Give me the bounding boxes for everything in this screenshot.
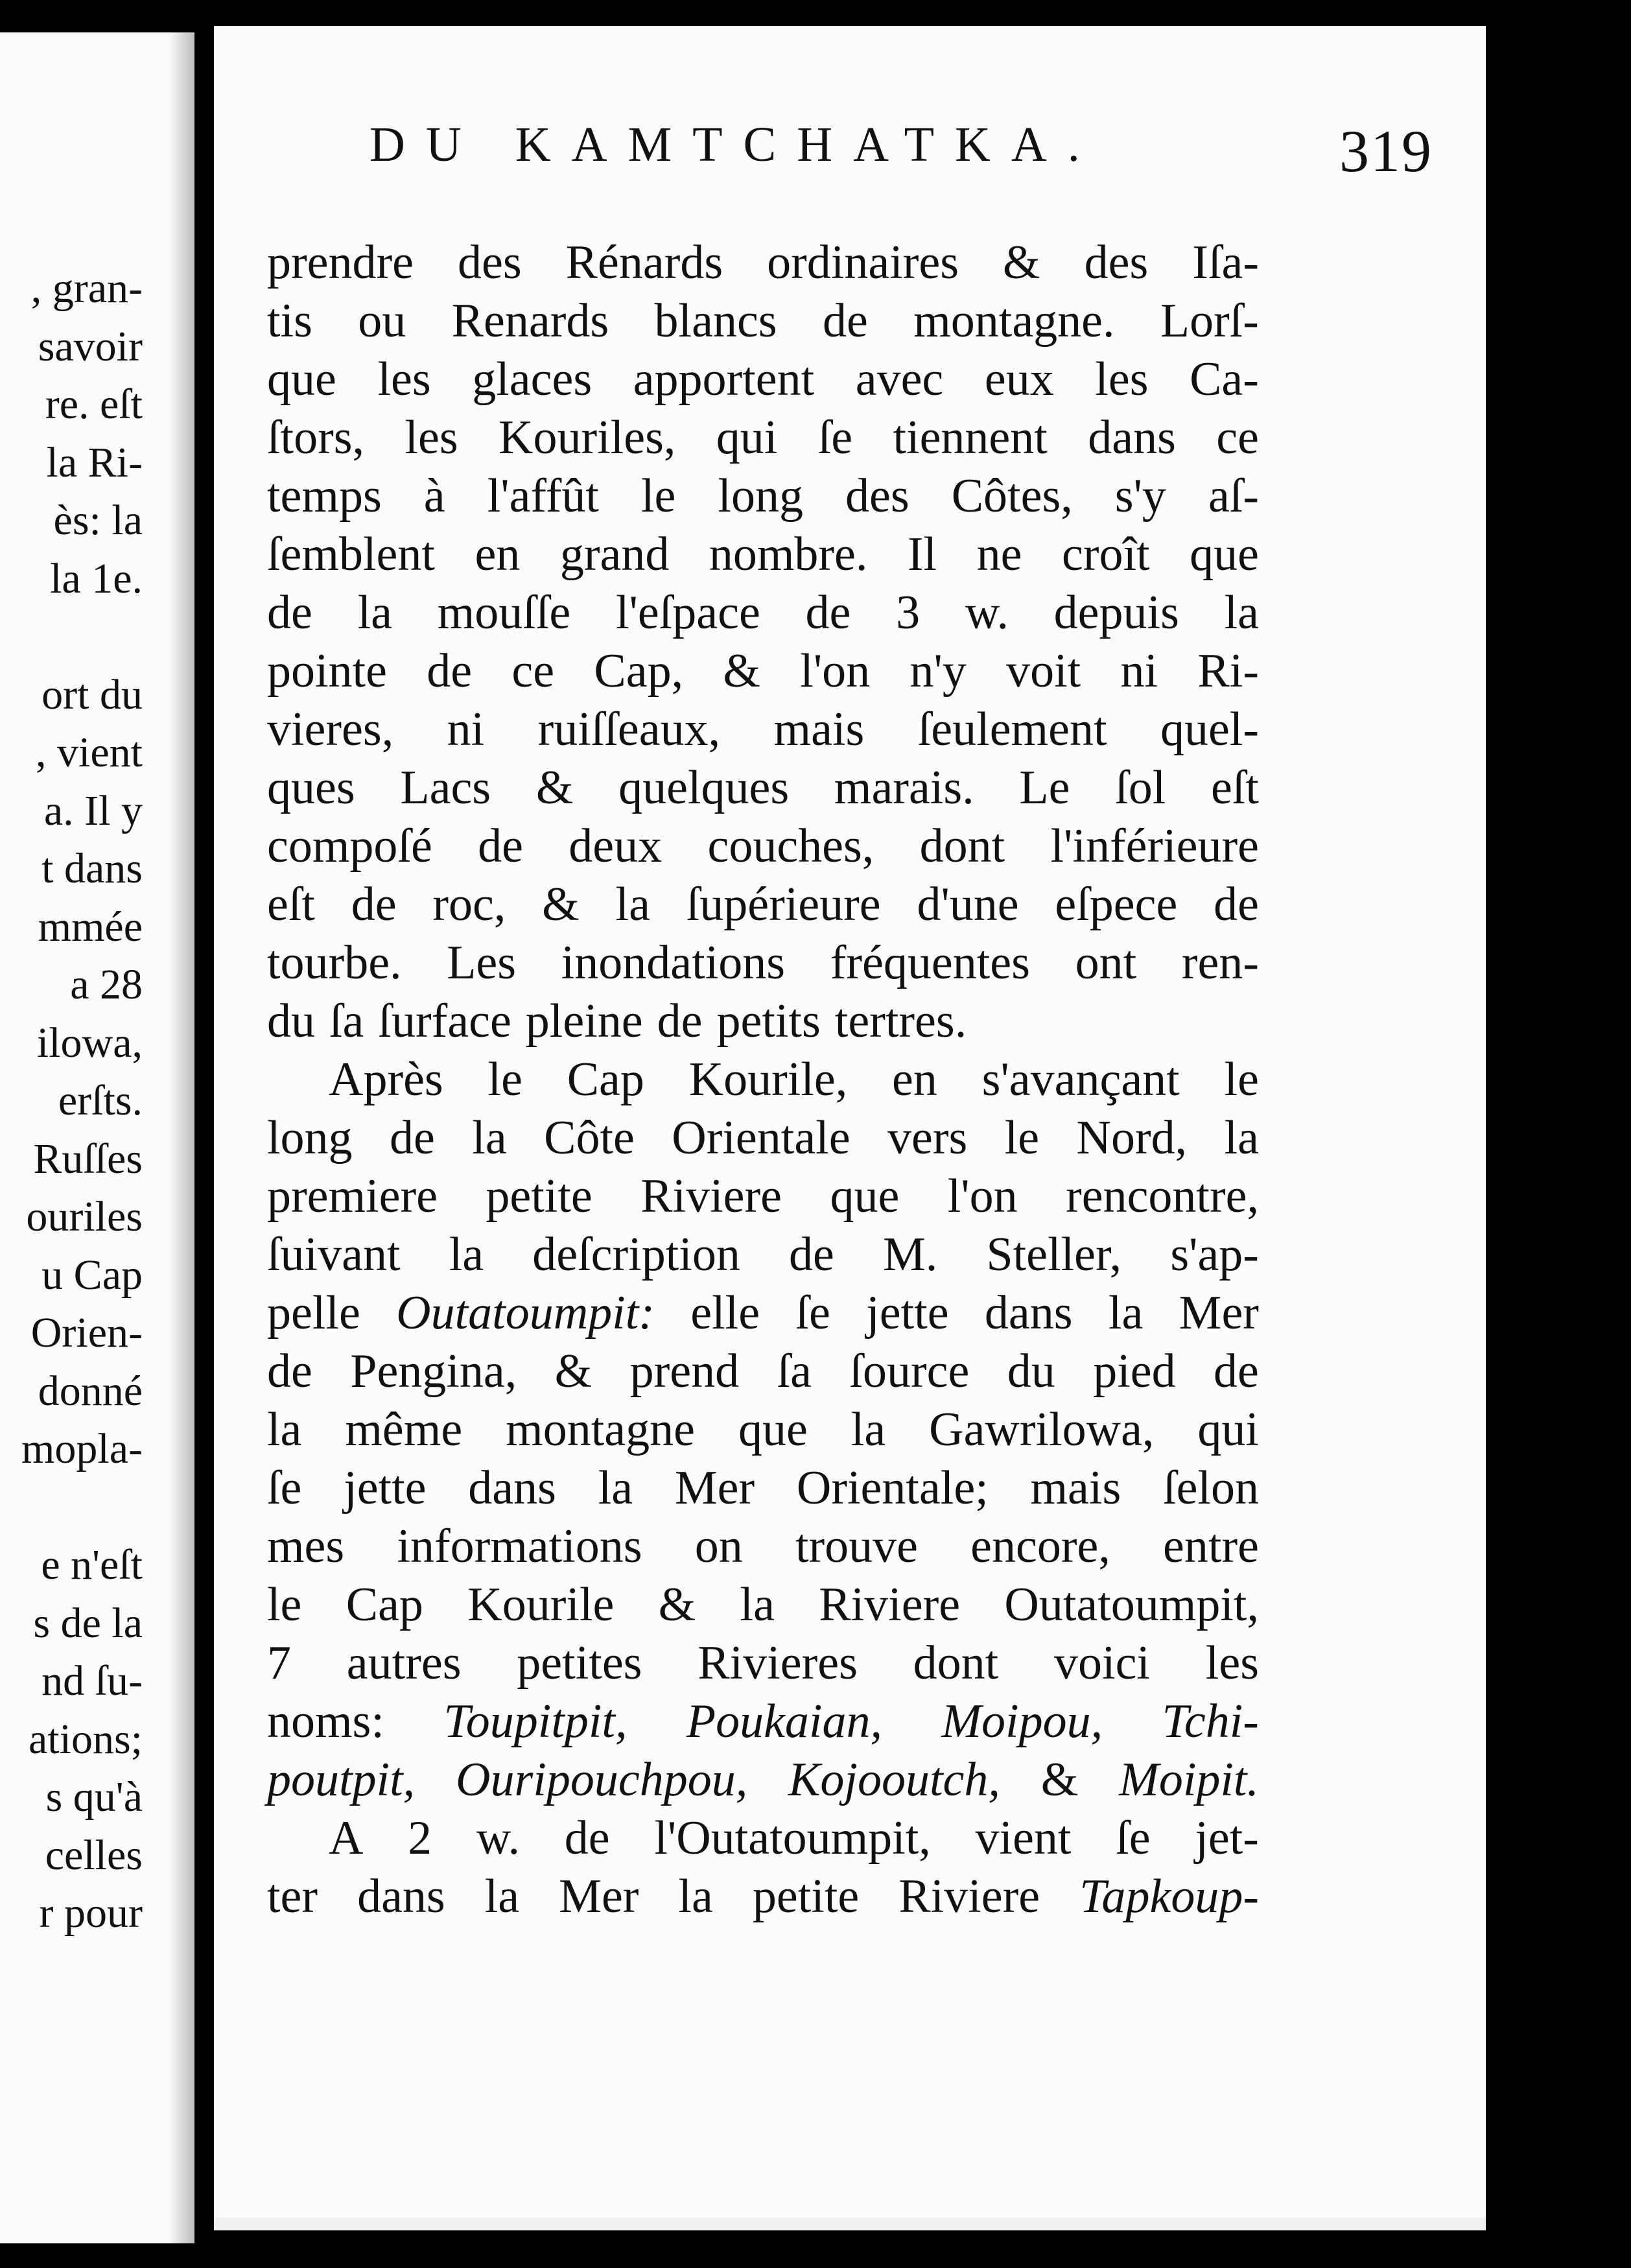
left-page-line: mopla- [21,1425,143,1472]
word: w. [965,586,1009,639]
word: ſurface [378,995,511,1048]
word: la [740,1578,775,1631]
word: les [1205,1636,1259,1690]
word: Les [447,936,517,989]
text-line [267,584,1259,642]
word: ſource [849,1345,970,1398]
word: couches, [707,820,874,873]
word: eſt [267,878,315,931]
word: le [1004,1111,1040,1164]
word: inondations [561,936,786,989]
word: entre [1163,1520,1259,1573]
word: la [484,1870,520,1923]
word: la [598,1461,633,1515]
word: s'y [1114,469,1166,523]
word: même [345,1403,463,1456]
word: Orientale; [796,1461,989,1515]
word: les [1095,353,1149,406]
word: ren- [1181,936,1259,989]
word: ſe [1116,1812,1151,1865]
left-page-line: mmée [38,903,143,951]
word: w. [476,1812,521,1865]
word: croît [1062,528,1150,581]
word: Riviere [898,1870,1040,1923]
word: Rénards [565,236,723,289]
word: ques [267,761,355,814]
word: on [694,1520,743,1573]
text-line [267,817,1259,875]
word: de [267,586,312,639]
word: jette [344,1461,427,1515]
word: ni [1120,644,1158,698]
word: ſtors, [267,411,365,464]
word: M. [883,1228,938,1281]
word: informations [397,1520,642,1573]
word: le [267,1578,302,1631]
left-page-line: Orien- [30,1309,143,1356]
left-page-line: t dans [41,845,143,892]
word: quel- [1160,703,1259,756]
word: Rivieres [698,1636,858,1690]
body-text [267,233,1259,1926]
word: l'Outatoumpit, [654,1812,931,1865]
word: 3 [896,586,921,639]
word: poutpit, [267,1753,416,1806]
text-line [267,525,1259,584]
word: aſ- [1208,469,1259,523]
word: de [478,820,523,873]
word: ce [1216,411,1259,464]
text-line [267,467,1259,525]
word: des [457,236,522,289]
word: ſemblent [267,528,435,581]
word: d'une [917,878,1019,931]
word: Outatoumpit, [1004,1578,1259,1631]
word: la [678,1870,713,1923]
word: glaces [472,353,593,406]
word: qui [716,411,778,464]
word: des [845,469,909,523]
word: premiere [267,1170,438,1223]
word: long [267,1111,353,1164]
text-line [267,1692,1259,1751]
word: petites [517,1636,642,1690]
text-line [267,875,1259,934]
word: Kourile, [688,1053,848,1106]
word: Poukaian, [686,1695,882,1748]
word: vers [887,1111,968,1164]
word: Riviere [640,1170,782,1223]
text-line [267,1459,1259,1517]
word: de [267,1345,312,1398]
word: Kourile [467,1578,615,1631]
word: Ouripouchpou, [456,1753,748,1806]
word: mais [773,703,865,756]
word: deſcription [532,1228,740,1281]
word: nombre. [709,528,868,581]
word: & [1003,236,1040,289]
text-line [267,350,1259,408]
left-page-line: , vient [36,729,143,776]
left-page-line: ort du [41,670,143,718]
word: ſol [1115,761,1166,814]
word: Cap [346,1578,423,1631]
left-page-line: nd ſu- [41,1657,143,1705]
text-line [267,934,1259,992]
word: roc, [432,878,506,931]
word: pointe [267,644,387,698]
left-page-line: s de la [33,1599,143,1647]
word: la [851,1403,886,1456]
word: que [267,353,336,406]
word: en [892,1053,937,1106]
word: n'y [909,644,967,698]
word: Toupitpit, [443,1695,628,1748]
word: les [377,353,431,406]
word: temps [267,469,382,523]
text-line [267,992,1259,1050]
word: deux [569,820,663,873]
left-page-line: a 28 [70,961,143,1008]
word: Moipit. [1119,1753,1259,1806]
word: vient [975,1812,1072,1865]
word: jette [866,1286,949,1340]
text-line [267,408,1259,467]
word: blancs [654,294,777,348]
word: & [1040,1753,1079,1806]
word: petite [486,1170,593,1223]
text-line [267,292,1259,350]
word: ſupérieure [686,878,881,931]
word: de [351,878,397,931]
left-page-line: ations; [29,1715,143,1763]
text-line [267,1284,1259,1342]
word: la [472,1111,507,1164]
word: Côte [544,1111,635,1164]
word: pleine [525,995,643,1048]
word: de [389,1111,435,1164]
left-page-line: la 1e. [50,554,143,602]
word: Nord, [1076,1111,1188,1164]
word: Renards [451,294,609,348]
word: de [427,644,473,698]
word: ou [358,294,406,348]
word: 2 [408,1812,432,1865]
word: de [1214,878,1259,931]
left-page-line: r pour [39,1889,143,1937]
word: Riviere [819,1578,961,1631]
word: jet- [1195,1812,1259,1865]
word: Mer [674,1461,755,1515]
word: ont [1075,936,1137,989]
word: Iſa- [1192,236,1259,289]
word: marais. [834,761,974,814]
word: le [487,1053,522,1106]
word: l'on [947,1170,1018,1223]
word: eſt [1211,761,1259,814]
word: ſa [329,995,364,1048]
text-line [267,1109,1259,1167]
word: en [475,528,521,581]
word: la [615,878,650,931]
word: Steller, [986,1228,1122,1281]
word: & [723,644,760,698]
word: montagne [506,1403,695,1456]
word: prendre [267,236,414,289]
left-page-line: erſts. [58,1077,143,1124]
word: du [267,995,315,1048]
word: le [640,469,676,523]
left-page-line [21,608,143,666]
word: Côtes, [951,469,1073,523]
word: de [788,1228,834,1281]
left-page-line: u Cap [41,1251,143,1299]
word: tourbe. [267,936,402,989]
word: Après [329,1053,443,1106]
word: tertres. [834,995,967,1048]
word: les [405,411,458,464]
text-line [267,233,1259,292]
word: compoſé [267,820,432,873]
word: autres [346,1636,462,1690]
word: le [1224,1053,1259,1106]
right-page [214,26,1486,2230]
left-page-line: a. Il y [43,786,143,834]
word: de [564,1812,610,1865]
word: vieres, [267,703,394,756]
left-page-line: e n'eſt [41,1541,143,1589]
left-page-line [21,1478,143,1537]
word: ſa [777,1345,812,1398]
word: dans [984,1286,1073,1340]
word: Cap [567,1053,644,1106]
word: prend [629,1345,740,1398]
word: Tapkoup- [1079,1870,1259,1923]
word: & [535,761,574,814]
word: de [657,995,703,1048]
left-page-line: ilowa, [36,1019,143,1067]
word: que [1190,528,1259,581]
word: Le [1019,761,1070,814]
word: ter [267,1870,318,1923]
word: long [718,469,803,523]
left-page-fragment [0,32,194,2243]
left-page-line: la Ri- [46,438,143,486]
word: ſe [817,411,853,464]
word: Orientale [672,1111,851,1164]
text-line [267,1809,1259,1867]
word: des [1084,236,1149,289]
word: dont [919,820,1005,873]
word: voit [1006,644,1081,698]
word: la [1224,1111,1259,1164]
word: Kouriles, [499,411,676,464]
text-line [267,1867,1259,1926]
word: s'ap- [1170,1228,1259,1281]
word: Mer [559,1870,639,1923]
word: du [1007,1345,1055,1398]
word: petite [752,1870,860,1923]
left-page-line: ès: la [53,497,143,544]
word: Pengina, [350,1345,517,1398]
text-line [267,1400,1259,1459]
word: mais [1030,1461,1121,1515]
text-line [267,759,1259,817]
word: l'inférieure [1050,820,1259,873]
left-page-line: celles [45,1831,143,1879]
word: A [329,1812,364,1865]
word: encore, [970,1520,1110,1573]
left-page-line: re. eſt [45,381,143,428]
word: Outatoumpit: [396,1286,655,1340]
left-page-line: donné [38,1367,143,1415]
word: de [805,586,851,639]
word: voici [1054,1636,1150,1690]
left-page-line: ouriles [26,1193,143,1240]
running-title: DU KAMTCHATKA. [370,117,1101,172]
word: Gawrilowa, [929,1403,1155,1456]
word: elle [690,1286,760,1340]
left-page-line: savoir [38,322,143,370]
gutter-shadow [169,32,194,2243]
word: tis [267,294,312,348]
word: la [357,586,392,639]
word: ruiſſeaux, [537,703,721,756]
word: Cap, [594,644,684,698]
word: fréquentes [830,936,1030,989]
word: ſe [267,1461,302,1515]
word: la [1108,1286,1144,1340]
word: la [267,1403,302,1456]
left-page-line: Ruſſes [33,1135,143,1183]
word: rencontre, [1066,1170,1259,1223]
word: Mer [1179,1286,1259,1340]
word: avec [855,353,944,406]
word: que [830,1170,900,1223]
word: Moipou, [941,1695,1103,1748]
word: ſuivant [267,1228,401,1281]
word: tiennent [893,411,1048,464]
word: Il [907,528,937,581]
word: petits [716,995,821,1048]
text-line [267,1634,1259,1692]
word: depuis [1053,586,1179,639]
text-line [267,1751,1259,1809]
word: ordinaires [767,236,959,289]
word: ce [511,644,555,698]
word: de [822,294,868,348]
word: & [542,878,580,931]
word: eux [984,353,1054,406]
word: Ri- [1197,644,1259,698]
word: à [423,469,445,523]
word: ſeulement [917,703,1107,756]
text-line [267,1342,1259,1400]
text-line [267,1517,1259,1576]
word: Lacs [400,761,491,814]
word: montagne. [913,294,1115,348]
word: ne [976,528,1022,581]
word: apportent [633,353,815,406]
word: l'affût [487,469,599,523]
word: grand [559,528,670,581]
text-line [267,700,1259,759]
word: Lorſ- [1160,294,1259,348]
word: qui [1197,1403,1259,1456]
word: s'avançant [981,1053,1180,1106]
word: & [554,1345,593,1398]
text-line [267,1167,1259,1225]
word: pelle [267,1286,360,1340]
word: eſpece [1055,878,1178,931]
word: dans [468,1461,556,1515]
word: l'on [800,644,871,698]
word: l'eſpace [615,586,760,639]
word: la [1224,586,1259,639]
left-page-text [21,259,143,1943]
word: quelques [618,761,790,814]
word: dans [357,1870,445,1923]
left-page-line: s qu'à [45,1773,143,1821]
word: que [738,1403,808,1456]
text-line [267,642,1259,700]
word: trouve [795,1520,918,1573]
word: Kojooutch, [788,1753,1000,1806]
text-line [267,1050,1259,1109]
word: de [1214,1345,1259,1398]
word: dont [913,1636,999,1690]
running-head [370,117,1433,188]
page-number: 319 [1339,118,1433,184]
word: pied [1093,1345,1176,1398]
word: Ca- [1190,353,1259,406]
word: mouſſe [437,586,571,639]
word: ſe [795,1286,830,1340]
word: noms: [267,1695,384,1748]
word: Tchi- [1162,1695,1259,1748]
word: ſelon [1163,1461,1259,1515]
word: dans [1088,411,1176,464]
left-page-line: , gran- [30,265,143,312]
text-line [267,1225,1259,1284]
word: la [449,1228,484,1281]
word: mes [267,1520,345,1573]
word: & [658,1578,696,1631]
word: ni [447,703,485,756]
word: 7 [267,1636,291,1690]
text-line [267,1576,1259,1634]
